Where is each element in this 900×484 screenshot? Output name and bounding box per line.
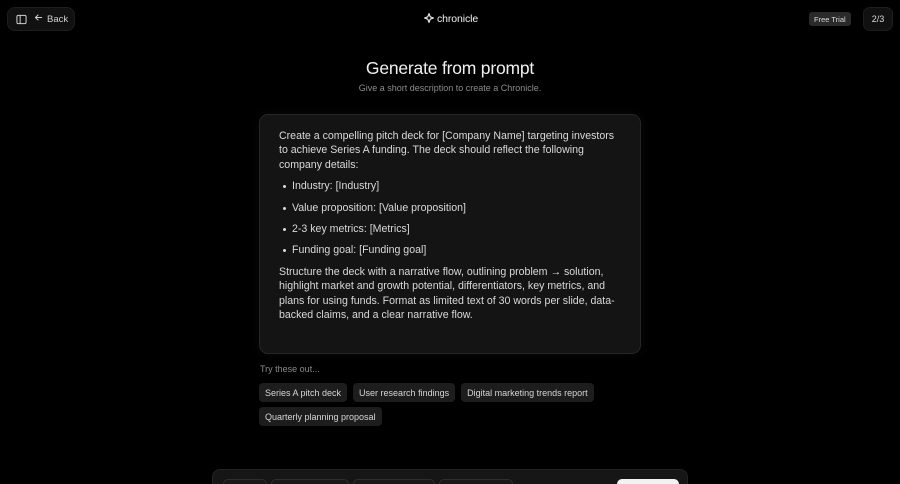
back-button[interactable] (34, 13, 68, 25)
toolbar-option-button[interactable] (439, 479, 513, 484)
prompt-bullet: 2-3 key metrics: [Metrics] (283, 222, 621, 236)
suggestion-chip-series-a[interactable]: Series A pitch deck (259, 383, 347, 402)
toolbar-option-button[interactable] (353, 479, 435, 484)
suggestion-chip-quarterly-planning[interactable]: Quarterly planning proposal (259, 407, 382, 426)
page-subtitle: Give a short description to create a Chronicle. (358, 83, 542, 93)
suggestion-chip-digital-marketing[interactable]: Digital marketing trends report (461, 383, 594, 402)
brand-logo[interactable] (424, 12, 478, 26)
page-title: Generate from prompt (365, 58, 535, 78)
free-trial-badge[interactable]: Free Trial (809, 12, 851, 26)
prompt-input[interactable] (259, 114, 641, 354)
prompt-intro: Create a compelling pitch deck for [Company Name] targeting investors to achieve Series A funding. The deck should reflect the following company details: (279, 130, 615, 171)
chronicle-sparkle-icon (424, 13, 434, 26)
step-indicator: 2/3 (863, 7, 893, 31)
bottom-toolbar (212, 469, 688, 484)
toolbar-option-button[interactable] (271, 479, 349, 484)
prompt-bullet-list (279, 179, 621, 258)
suggestion-chip-user-research[interactable]: User research findings (353, 383, 455, 402)
sidebar-panel-icon[interactable] (15, 13, 27, 25)
prompt-bullet: Industry: [Industry] (283, 179, 621, 193)
back-label: Back (47, 13, 69, 25)
prompt-bullet: Value proposition: [Value proposition] (283, 201, 621, 215)
prompt-bullet: Funding goal: [Funding goal] (283, 243, 621, 257)
toolbar-option-button[interactable] (223, 479, 267, 484)
suggestion-chips (259, 383, 659, 426)
generate-button[interactable] (617, 479, 679, 484)
prompt-outro: Structure the deck with a narrative flow, outlining problem → solution, highlight market and growth potential, differentiators, key metrics, and plans for using funds. Format as limited text of 30 words per slide, data-backed claims, and a clear narrative flow. (279, 265, 615, 322)
brand-name: chronicle (437, 13, 479, 25)
arrow-left-icon (34, 13, 43, 25)
suggestions-label: Try these out... (260, 364, 320, 374)
top-left-controls (7, 7, 75, 31)
